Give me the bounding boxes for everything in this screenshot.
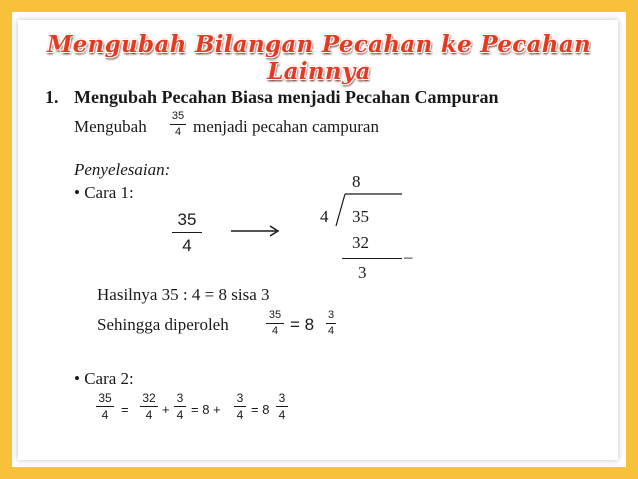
cara2-plus: + <box>162 402 170 417</box>
conclusion-equals: = 8 <box>290 315 315 334</box>
fraction-denominator: 4 <box>271 325 279 337</box>
fraction-denominator: 4 <box>327 325 335 337</box>
task-suffix: menjadi pecahan campuran <box>193 117 379 136</box>
fraction-denominator: 4 <box>174 126 182 138</box>
fraction-numerator: 35 <box>171 110 185 122</box>
cara2-fraction-3 <box>174 392 186 421</box>
cara1-fraction <box>172 211 202 254</box>
task-prefix: Mengubah <box>74 117 147 136</box>
fraction-numerator: 3 <box>278 391 286 405</box>
fraction-numerator: 35 <box>177 210 197 229</box>
fraction-denominator: 4 <box>176 408 184 422</box>
fraction-numerator: 3 <box>236 391 244 405</box>
fraction-denominator: 4 <box>278 408 286 422</box>
cara2-equals-1: = <box>121 402 129 417</box>
fraction-denominator: 4 <box>182 236 192 255</box>
conclusion-mixed-fraction <box>326 310 336 337</box>
cara2-fraction-2 <box>140 392 158 421</box>
cara2-fraction-4 <box>234 392 246 421</box>
task-fraction <box>170 111 186 138</box>
fraction-bar <box>234 406 246 407</box>
division-dividend: 35 <box>352 207 369 226</box>
division-subtract: 32 <box>352 233 369 252</box>
fraction-bar <box>266 323 284 324</box>
fraction-bar <box>174 406 186 407</box>
fraction-numerator: 35 <box>268 309 282 321</box>
fraction-numerator: 3 <box>176 391 184 405</box>
division-minus: – <box>404 247 413 266</box>
arrow-right-icon <box>230 224 282 238</box>
fraction-bar <box>172 232 202 233</box>
section-number: 1. <box>45 87 59 107</box>
fraction-bar <box>96 406 114 407</box>
division-divisor: 4 <box>320 207 329 226</box>
cara2-fraction-5 <box>276 392 288 421</box>
slide-title: Mengubah Bilangan Pecahan ke Pecahan Lainnya <box>46 31 592 85</box>
fraction-bar <box>140 406 158 407</box>
division-line <box>342 258 402 259</box>
division-quotient: 8 <box>352 172 361 191</box>
cara2-equals-3: = 8 <box>251 402 270 417</box>
solution-label: Penyelesaian: <box>74 160 171 179</box>
fraction-numerator: 35 <box>98 391 112 405</box>
section-heading: Mengubah Pecahan Biasa menjadi Pecahan Campuran <box>74 87 499 107</box>
cara1-result: Hasilnya 35 : 4 = 8 sisa 3 <box>97 285 270 304</box>
fraction-bar <box>170 124 186 125</box>
fraction-denominator: 4 <box>236 408 244 422</box>
cara2-fraction-1 <box>96 392 114 421</box>
fraction-denominator: 4 <box>145 408 153 422</box>
division-remainder: 3 <box>358 263 367 282</box>
cara2-equals-2: = 8 + <box>191 402 221 417</box>
fraction-bar <box>326 323 336 324</box>
fraction-bar <box>276 406 288 407</box>
cara2-label: • Cara 2: <box>74 369 134 388</box>
conclusion-fraction <box>266 310 284 337</box>
fraction-numerator: 3 <box>327 309 335 321</box>
fraction-numerator: 32 <box>142 391 156 405</box>
conclusion-prefix: Sehingga diperoleh <box>97 315 229 334</box>
cara1-label: • Cara 1: <box>74 183 134 202</box>
fraction-denominator: 4 <box>101 408 109 422</box>
